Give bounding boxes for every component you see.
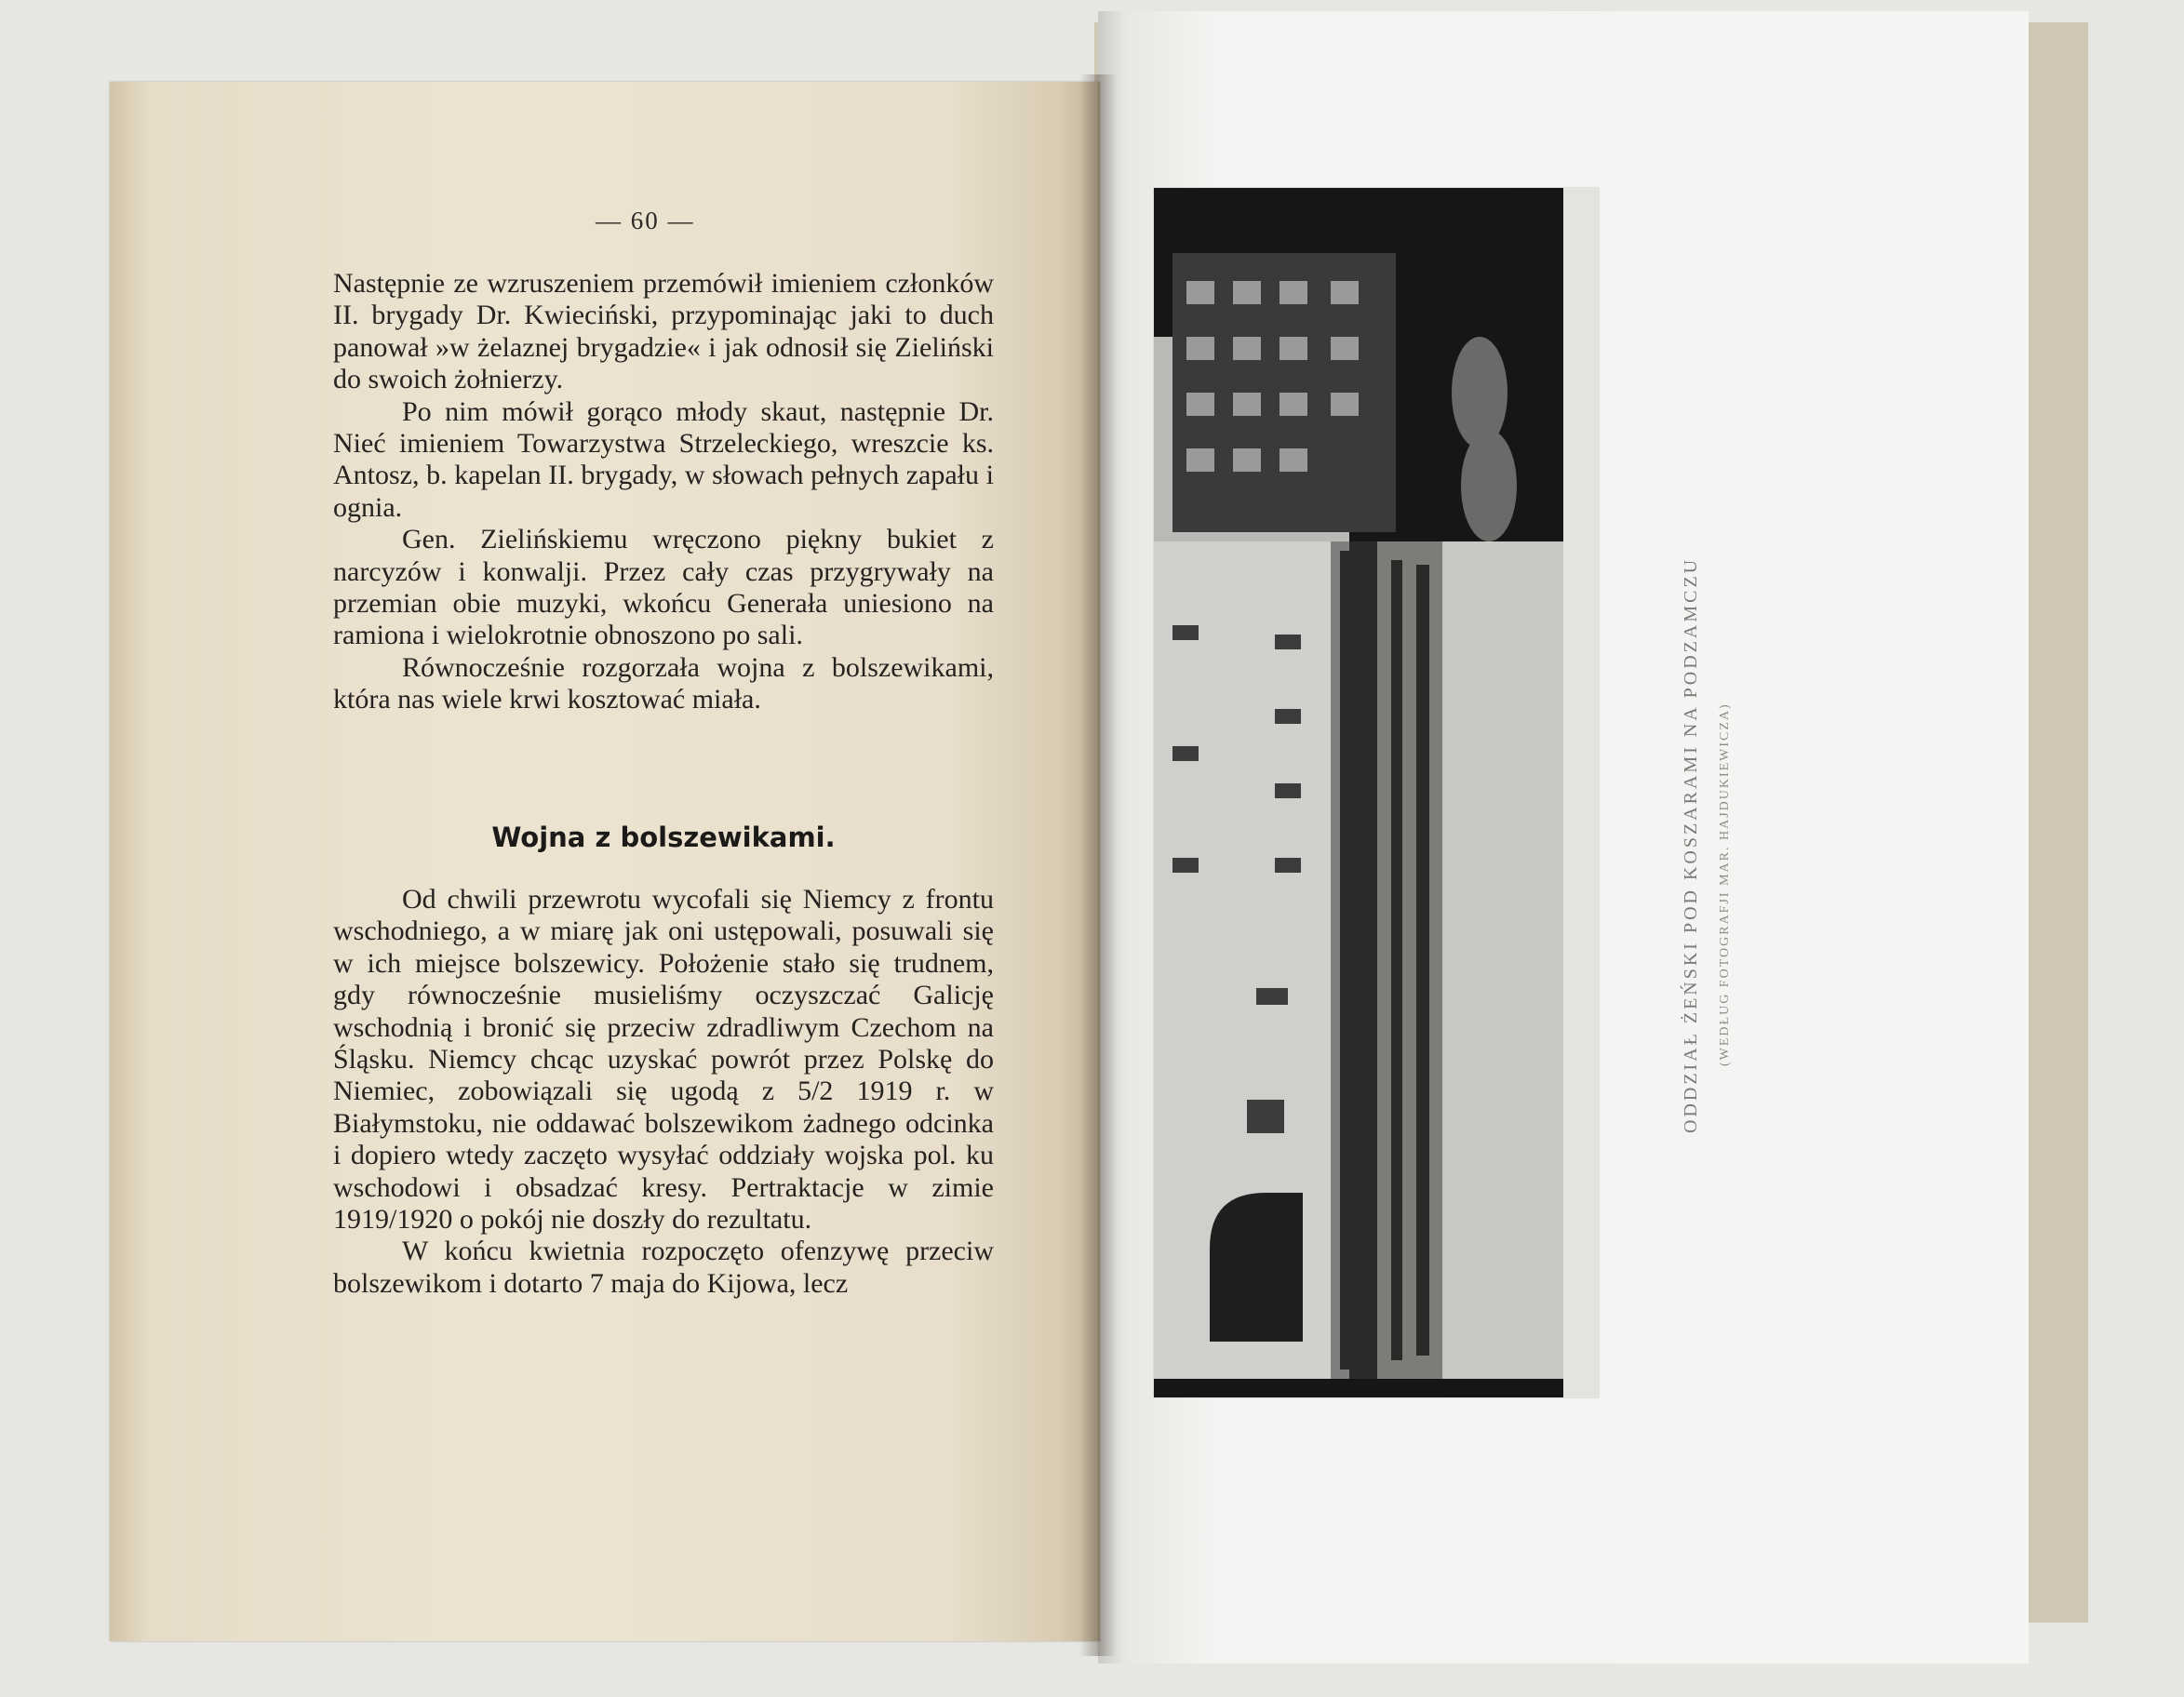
photo-caption: ODDZIAŁ ŻEŃSKI POD KOSZARAMI NA PODZAMCZU — [1681, 556, 1701, 1133]
paragraph: Równocześnie rozgorzała wojna z bolszewikami, która nas wiele krwi kosztować miała. — [333, 651, 994, 715]
book-gutter — [1079, 74, 1117, 1656]
text-block-1 — [333, 268, 994, 716]
text-block-2 — [333, 884, 994, 1300]
photo-credit: (WEDŁUG FOTOGRAFJI MAR. HAJDUKIEWICZA) — [1718, 702, 1732, 1066]
paragraph: Następnie ze wzruszeniem przemówił imieniem członków II. brygady Dr. Kwieciński, przypominając jaki to duch panował »w żelaznej brygadzie« i jak odnosił się Zieliński do swoich żołnierzy. — [333, 268, 994, 395]
paragraph: Od chwili przewrotu wycofali się Niemcy z frontu wschodniego, a w miarę jak oni ustępowali, posuwali się w ich miejsce bolszewicy. Położenie stało się trudnem, gdy równocześnie musieliśmy oczyszczać Galicję wschodnią i bronić się przeciw zdradliwym Czechom na Śląsku. Niemcy chcąc uzyskać powrót przez Polskę do Niemiec, zobowiązali się ugodą z 5/2 1919 r. w Białymstoku, nie oddawać bolszewikom żadnego odcinka i dopiero wtedy zaczęto wysyłać oddziały wojska pol. ku wschodowi i obsadzać kresy. Pertraktacje w zimie 1919/1920 o pokój nie doszły do rezultatu. — [333, 884, 994, 1236]
photo-plate — [1154, 188, 1599, 1397]
section-heading: Wojna z bolszewikami. — [491, 822, 836, 853]
page-number: — 60 — — [596, 207, 695, 234]
paragraph: Gen. Zielińskiemu wręczono piękny bukiet z narcyzów i konwalji. Przez cały czas przygrywały na przemian obie muzyki, wkońcu Generała uniesiono na ramiona i wielokrotnie obnoszono po sali. — [333, 524, 994, 651]
paragraph: W końcu kwietnia rozpoczęto ofenzywę przeciw bolszewikom i dotarto 7 maja do Kijowa, lecz — [333, 1236, 994, 1299]
paragraph: Po nim mówił gorąco młody skaut, następnie Dr. Nieć imieniem Towarzystwa Strzeleckiego, wreszcie ks. Antosz, b. kapelan II. brygady, w słowach pełnych zapału i ognia. — [333, 395, 994, 523]
